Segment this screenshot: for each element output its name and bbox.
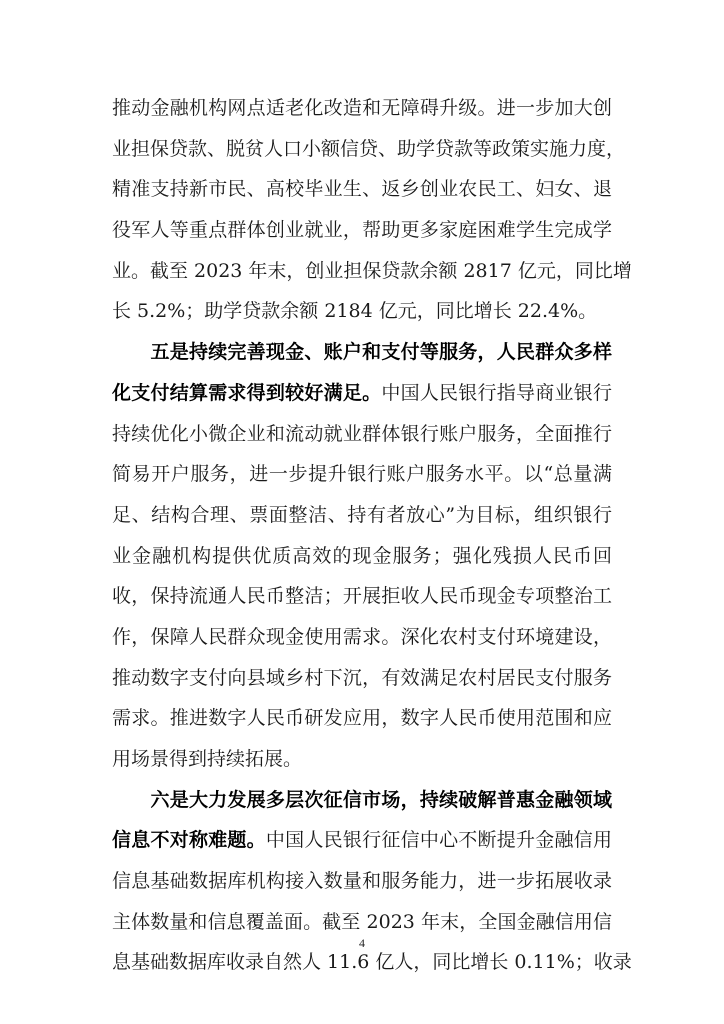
text-line (112, 698, 612, 739)
text-run: 业担保贷款、脱贫人口小额信贷、助学贷款等政策实施力度， (112, 137, 626, 160)
text-run: 役军人等重点群体创业就业，帮助更多家庭困难学生完成学 (112, 219, 612, 242)
text-line (112, 251, 632, 292)
text-line (112, 414, 612, 455)
bold-text-run: 化支付结算需求得到较好满足。 (112, 381, 382, 404)
text-line (112, 861, 612, 902)
text-line (112, 291, 612, 332)
text-run: 持续优化小微企业和流动就业群体银行账户服务，全面推行 (112, 422, 612, 445)
text-line (112, 658, 612, 699)
text-line (112, 820, 612, 861)
text-run: 推动数字支付向县域乡村下沉，有效满足农村居民支付服务 (112, 666, 612, 689)
text-run: 业。截至 2023 年末，创业担保贷款余额 2817 亿元，同比增 (112, 259, 632, 282)
text-line (112, 454, 612, 495)
text-line (112, 617, 612, 658)
text-line (112, 495, 612, 536)
bold-text-run: 六是大力发展多层次征信市场，持续破解普惠金融领域 (112, 788, 612, 811)
text-run: 长 5.2%；助学贷款余额 2184 亿元，同比增长 22.4%。 (112, 300, 598, 323)
text-line (112, 129, 626, 170)
text-line (112, 576, 612, 617)
text-run: 中国人民银行征信中心不断提升金融信用 (265, 829, 612, 852)
text-run: 信息基础数据库机构接入数量和服务能力，进一步拓展收录 (112, 870, 612, 893)
text-run: 用场景得到持续拓展。 (112, 748, 303, 770)
body-text (112, 88, 632, 983)
text-run: 推动金融机构网点适老化改造和无障碍升级。进一步加大创 (112, 97, 612, 119)
text-run: 收，保持流通人民币整洁；开展拒收人民币现金专项整治工 (112, 585, 612, 608)
text-line (112, 536, 612, 577)
text-line (112, 780, 612, 821)
text-line (112, 332, 612, 373)
text-line (112, 88, 612, 129)
text-run: 需求。推进数字人民币研发应用，数字人民币使用范围和应 (112, 707, 612, 730)
text-run: 主体数量和信息覆盖面。截至 2023 年末，全国金融信用信 (112, 910, 612, 933)
bold-text-run: 五是持续完善现金、账户和支付等服务，人民群众多样 (112, 341, 612, 364)
bold-text-run: 信息不对称难题。 (112, 829, 266, 852)
text-run: 作，保障人民群众现金使用需求。深化农村支付环境建设， (112, 625, 612, 648)
text-line (112, 373, 612, 414)
text-line (112, 210, 612, 251)
text-line (112, 739, 612, 780)
page-number: 4 (359, 936, 365, 950)
text-run: 业金融机构提供优质高效的现金服务；强化残损人民币回 (112, 544, 612, 567)
text-run: 简易开户服务，进一步提升银行账户服务水平。以“总量满 (112, 463, 612, 486)
text-run: 中国人民银行指导商业银行 (381, 381, 612, 404)
text-line (112, 169, 612, 210)
text-run: 精准支持新市民、高校毕业生、返乡创业农民工、妇女、退 (112, 178, 612, 201)
text-run: 息基础数据库收录自然人 11.6 亿人，同比增长 0.11%；收录 (112, 951, 632, 974)
text-run: 足、结构合理、票面整洁、持有者放心”为目标，组织银行 (112, 503, 612, 526)
